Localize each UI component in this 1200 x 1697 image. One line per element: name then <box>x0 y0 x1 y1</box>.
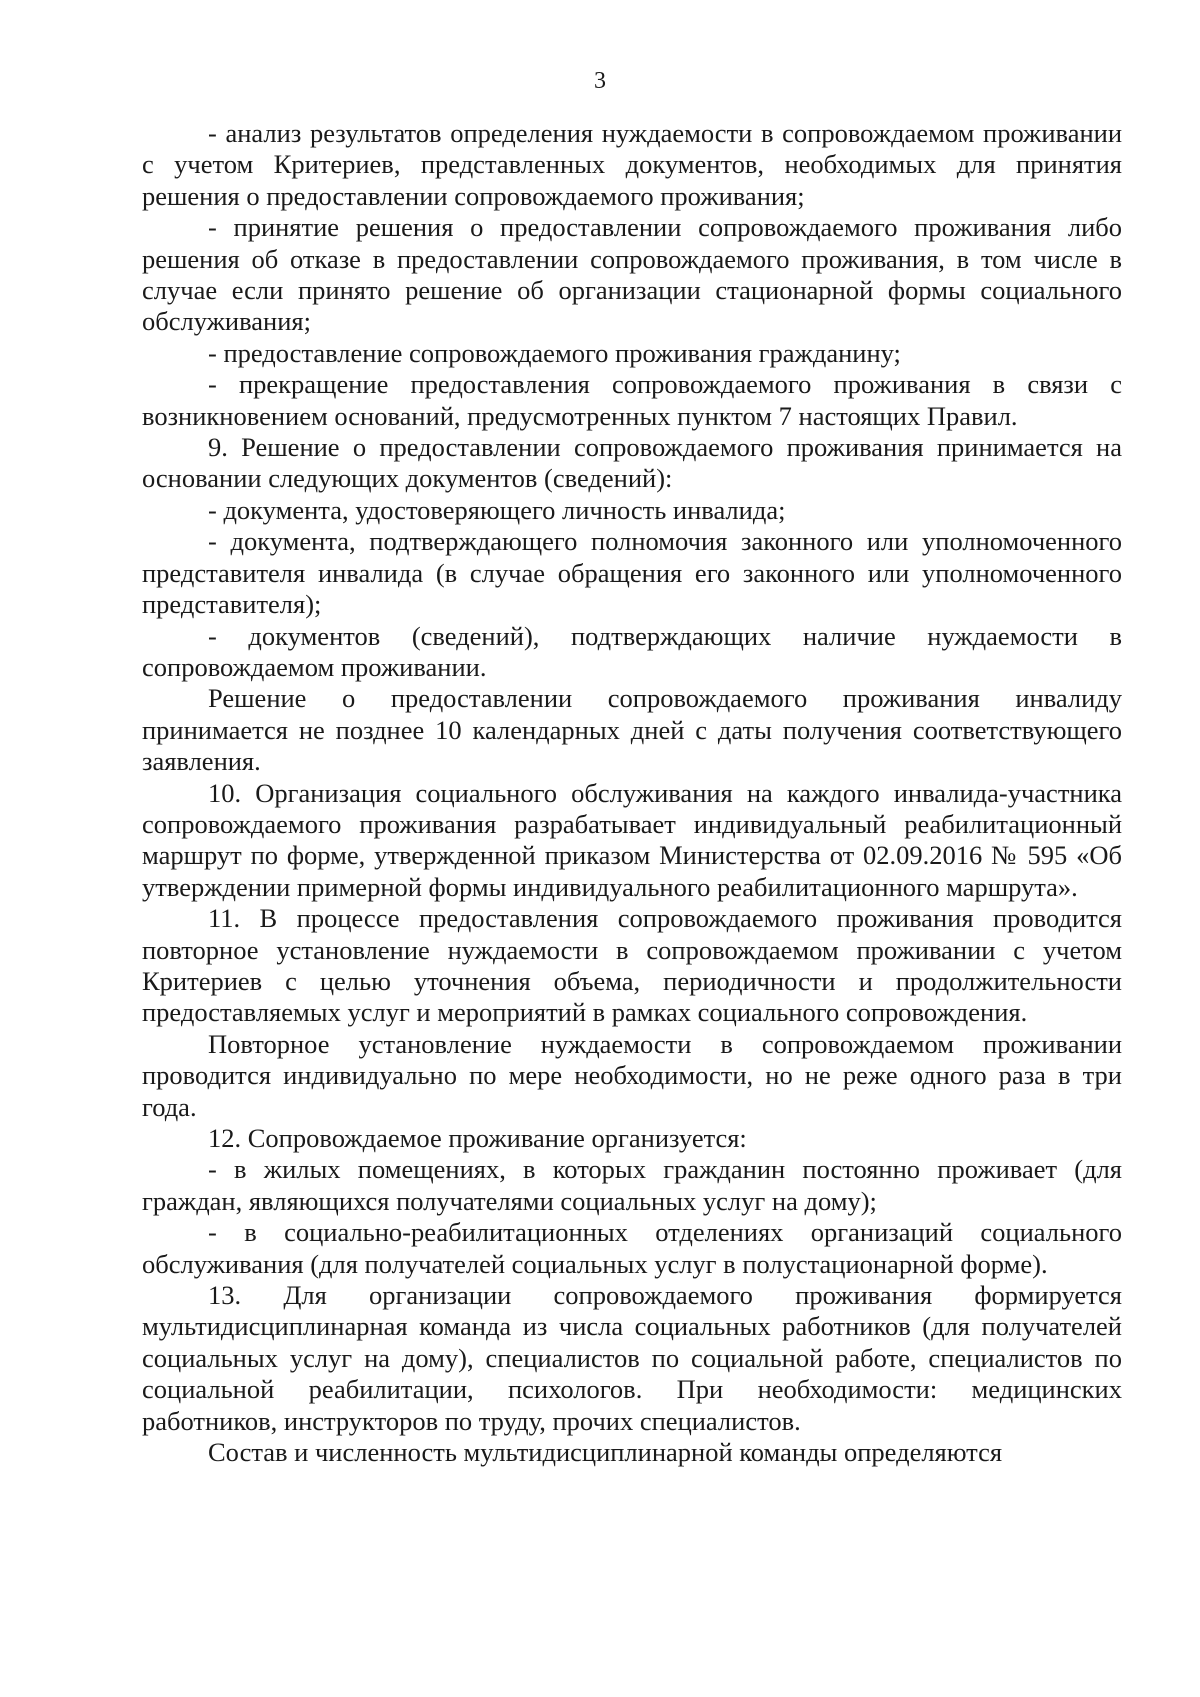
clause-9-item-need: - документов (сведений), подтверждающих наличие нуждаемости в сопровождаемом проживании. <box>142 620 1122 682</box>
clause-9-item-authority: - документа, подтверждающего полномочия законного или уполномоченного представителя инвалида (в случае обращения его законного или уполномоченного представителя); <box>142 526 1122 620</box>
clause-11-repeat: Повторное установление нуждаемости в сопровождаемом проживании проводится индивидуально по мере необходимости, но не реже одного раза в три года. <box>142 1028 1122 1122</box>
clause-12-item-rehab: - в социально-реабилитационных отделениях организаций социального обслуживания (для получателей социальных услуг в полустационарной форме). <box>142 1217 1122 1279</box>
document-body <box>142 118 1122 1468</box>
paragraph-analysis: - анализ результатов определения нуждаемости в сопровождаемом проживании с учетом Критериев, представленных документов, необходимых для принятия решения о предоставлении сопровождаемого проживания; <box>142 118 1122 211</box>
clause-12: 12. Сопровождаемое проживание организуется: <box>208 1123 747 1153</box>
clause-10: 10. Организация социального обслуживания на каждого инвалида-участника сопровождаемого проживания разрабатывает индивидуальный реабилитационный маршрут по форме, утвержденной приказом Министерства от 02.09.2016 № 595 «Об утверждении примерной формы индивидуального реабилитационного маршрута». <box>142 777 1122 902</box>
page-number: 3 <box>594 68 606 94</box>
clause-13: 13. Для организации сопровождаемого проживания формируется мультидисциплинарная команда из числа социальных работников (для получателей социальных услуг на дому), специалистов по социальной работе, специалистов по социальной реабилитации, психологов. При необходимости: медицинских работников, инструкторов по труду, прочих специалистов. <box>142 1280 1122 1436</box>
paragraph-decision: - принятие решения о предоставлении сопровождаемого проживания либо решения об отказе в предоставлении сопровождаемого проживания, в том числе в случае если принято решение об организации стационарной формы социального обслуживания; <box>142 212 1122 337</box>
paragraph-provision: - предоставление сопровождаемого проживания гражданину; <box>208 337 901 368</box>
paragraph-termination: - прекращение предоставления сопровождаемого проживания в связи с возникновением оснований, предусмотренных пунктом 7 настоящих Правил. <box>142 369 1122 431</box>
clause-11: 11. В процессе предоставления сопровождаемого проживания проводится повторное установление нуждаемости в сопровождаемом проживании с учетом Критериев с целью уточнения объема, периодичности и продолжительности предоставляемых услуг и мероприятий в рамках социального сопровождения. <box>142 903 1122 1028</box>
clause-9-item-identity: - документа, удостоверяющего личность инвалида; <box>208 494 786 525</box>
clause-12-item-home: - в жилых помещениях, в которых гражданин постоянно проживает (для граждан, являющихся получателями социальных услуг на дому); <box>142 1154 1122 1216</box>
clause-9: 9. Решение о предоставлении сопровождаемого проживания принимается на основании следующих документов (сведений): <box>142 432 1122 494</box>
clause-13-composition: Состав и численность мультидисциплинарной команды определяются <box>208 1437 1003 1468</box>
clause-9-deadline: Решение о предоставлении сопровождаемого проживания инвалиду принимается не позднее 10 календарных дней с даты получения соответствующего заявления. <box>142 683 1122 777</box>
